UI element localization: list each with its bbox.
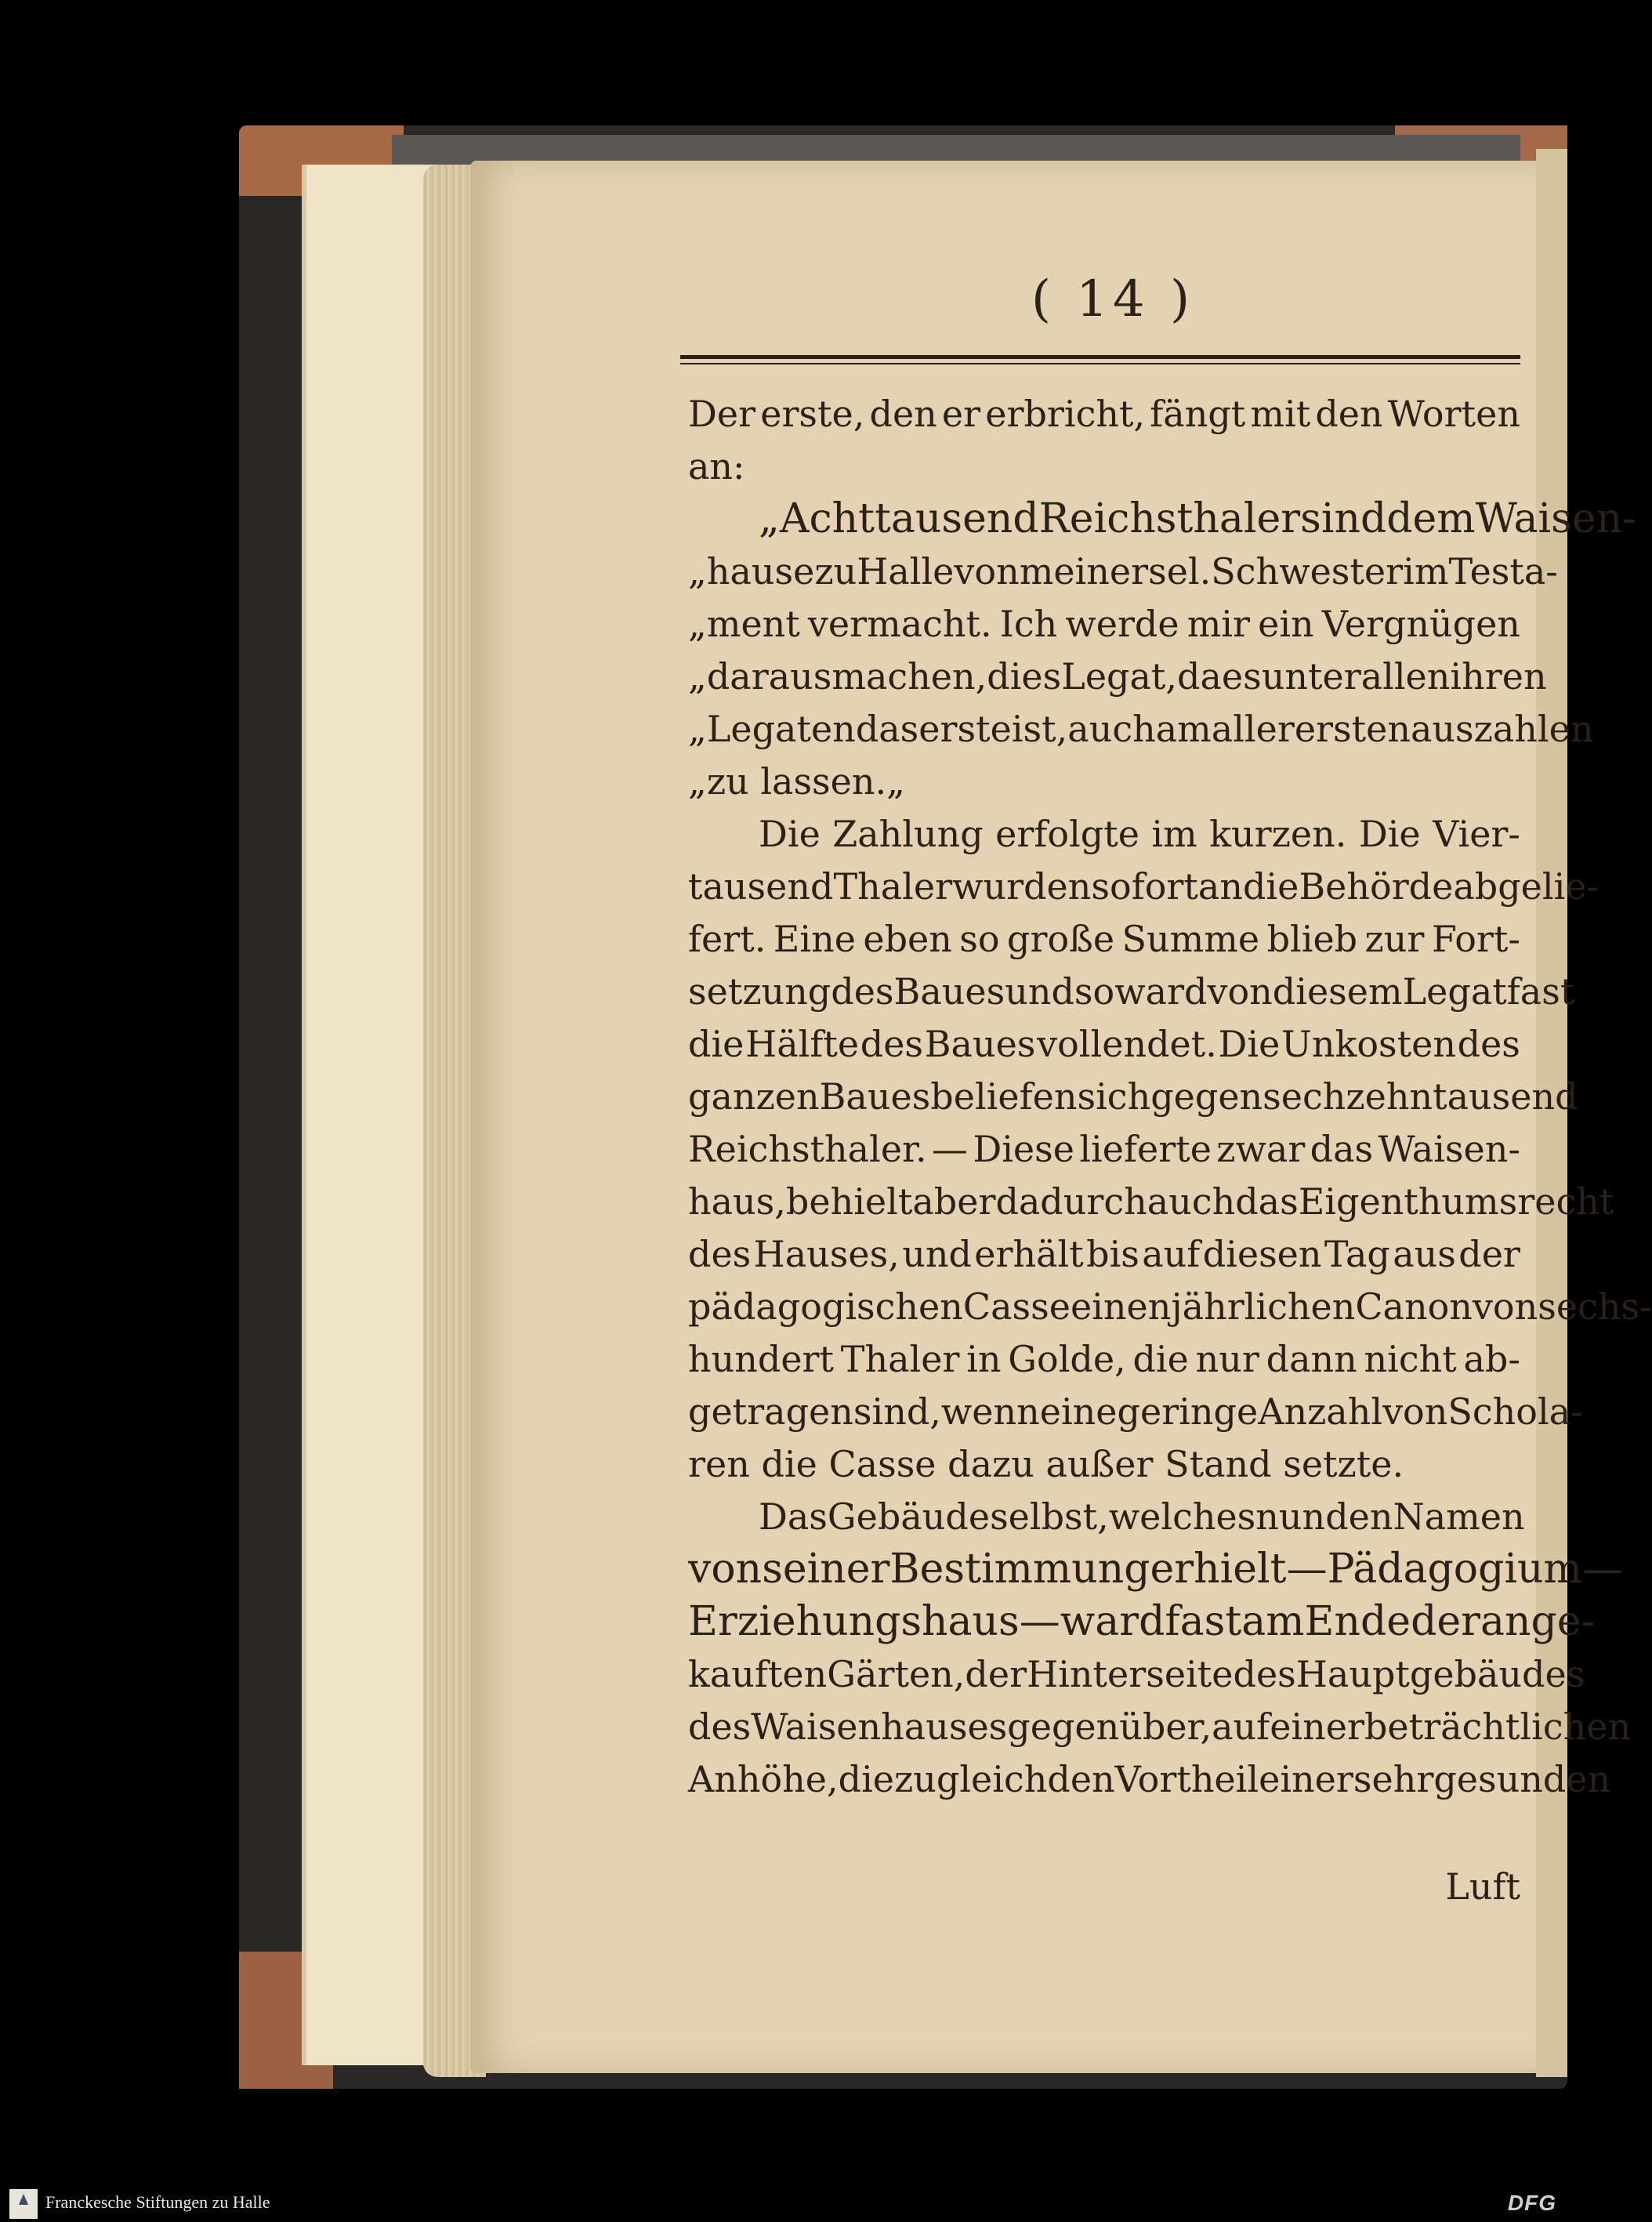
text-line: „daraus machen, dies Legat, da es unter allen ihren [688, 655, 1547, 698]
text-line: Der erste, den er erbricht, fängt mit den Worten [688, 393, 1520, 435]
text-line: von seiner Bestimmung erhielt — Pädagogium — [688, 1546, 1623, 1593]
text-line: „zu lassen.„ [688, 760, 905, 803]
text-line: haus, behielt aber dadurch auch das Eigenthumsrecht [688, 1180, 1614, 1223]
text-line: Erziehungshaus — ward fast am Ende der ange- [688, 1598, 1596, 1645]
text-line: setzung des Baues und so ward von diesem Legat fast [688, 970, 1575, 1013]
header-rule [680, 355, 1520, 364]
text-line: die Hälfte des Baues vollendet. Die Unkosten des [688, 1023, 1520, 1065]
dfg-logo: DFG [1507, 2191, 1556, 2215]
text-line: des Waisenhauses gegen über, auf einer beträchtlichen [688, 1705, 1632, 1748]
text-line: getragen sind, wenn eine geringe Anzahl von Schola- [688, 1390, 1583, 1433]
text-line: „Acht tausend Reichsthaler sind dem Waisen- [759, 495, 1636, 542]
text-line: Reichsthaler. — Diese lieferte zwar das Waisen- [688, 1128, 1520, 1170]
text-line: Anhöhe, die zugleich den Vortheil einer sehr gesunden [688, 1758, 1611, 1800]
text-line: ganzen Baues beliefen sich gegen sechzehntausend [688, 1075, 1578, 1118]
text-line: „hause zu Halle von meiner sel. Schwester im Testa- [688, 550, 1558, 593]
text-line: „Legaten das erste ist, auch am allerersten auszahlen [688, 708, 1594, 750]
text-line: ren die Casse dazu außer Stand setzte. [688, 1443, 1404, 1485]
text-line: hundert Thaler in Golde, die nur dann nicht ab- [688, 1338, 1520, 1380]
page-number: ( 14 ) [1031, 270, 1195, 328]
text-line: des Hauses, und erhält bis auf diesen Tag aus der [688, 1233, 1520, 1275]
text-line: an: [688, 445, 745, 488]
catchword: Luft [1445, 1865, 1520, 1908]
text-line: pädagogischen Casse einen jährlichen Canon von sechs- [688, 1285, 1652, 1328]
text-line: kauften Gärten, der Hinterseite des Hauptgebäudes [688, 1653, 1585, 1695]
institution-logo-icon [9, 2189, 38, 2219]
text-line: tausend Thaler wurden sofort an die Behörde abgelie- [688, 865, 1599, 908]
text-line: „ment vermacht. Ich werde mir ein Vergnügen [688, 603, 1520, 645]
text-line: Die Zahlung erfolgte im kurzen. Die Vier- [759, 813, 1520, 855]
page-body-text [688, 388, 1652, 1806]
text-line: fert. Eine eben so große Summe blieb zur Fort- [688, 918, 1520, 960]
text-line: Das Gebäude selbst, welches nun den Namen [759, 1495, 1525, 1538]
institution-name: Franckesche Stiftungen zu Halle [45, 2192, 270, 2212]
